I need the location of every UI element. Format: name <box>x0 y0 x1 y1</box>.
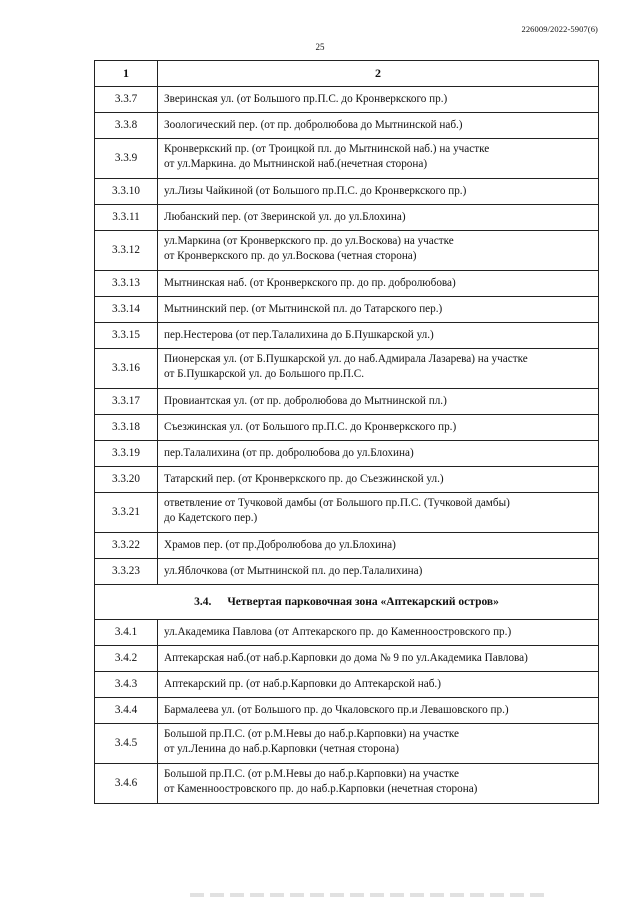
section-title: Четвертая парковочная зона «Аптекарский остров» <box>227 595 499 608</box>
column-header-1: 1 <box>95 61 158 87</box>
row-number: 3.3.12 <box>95 231 158 271</box>
table-row <box>95 698 599 724</box>
table-row <box>95 493 599 533</box>
row-description <box>158 271 599 297</box>
description-line: Татарский пер. (от Кронверкского пр. до Съезжинской ул.) <box>164 473 444 485</box>
table-row <box>95 205 599 231</box>
row-number: 3.4.6 <box>95 764 158 804</box>
row-number: 3.3.7 <box>95 87 158 113</box>
row-description <box>158 724 599 764</box>
description-line: Зоологический пер. (от пр. добролюбова до Мытнинской наб.) <box>164 119 463 131</box>
description-line: ул.Лизы Чайкиной (от Большого пр.П.С. до Кронверкского пр.) <box>164 185 467 197</box>
description-line: Съезжинская ул. (от Большого пр.П.С. до Кронверкского пр.) <box>164 421 457 433</box>
description-line: ул.Академика Павлова (от Аптекарского пр. до Каменноостровского пр.) <box>164 626 512 638</box>
row-number: 3.3.9 <box>95 139 158 179</box>
row-number: 3.3.21 <box>95 493 158 533</box>
description-line: Бармалеева ул. (от Большого пр. до Чкаловского пр.и Левашовского пр.) <box>164 704 509 716</box>
table-row <box>95 389 599 415</box>
row-description <box>158 231 599 271</box>
row-description <box>158 389 599 415</box>
description-line: Зверинская ул. (от Большого пр.П.С. до Кронверкского пр.) <box>164 93 448 105</box>
row-description <box>158 493 599 533</box>
row-number: 3.3.10 <box>95 179 158 205</box>
description-line: пер.Талалихина (от пр. добролюбова до ул.Блохина) <box>164 447 414 459</box>
row-number: 3.4.2 <box>95 646 158 672</box>
table-row <box>95 672 599 698</box>
description-line: Провиантская ул. (от пр. добролюбова до Мытнинской пл.) <box>164 395 447 407</box>
description-line: от ул.Ленина до наб.р.Карповки (четная сторона) <box>164 743 399 755</box>
table-row <box>95 87 599 113</box>
row-number: 3.4.3 <box>95 672 158 698</box>
description-line: Большой пр.П.С. (от р.М.Невы до наб.р.Карповки) на участке <box>164 728 459 740</box>
page-number: 25 <box>315 42 325 52</box>
streets-table <box>94 60 599 804</box>
row-number: 3.3.8 <box>95 113 158 139</box>
table-row <box>95 764 599 804</box>
section-header-row <box>95 585 599 620</box>
description-line: Любанский пер. (от Зверинской ул. до ул.Блохина) <box>164 211 406 223</box>
description-line: Аптекарский пр. (от наб.р.Карповки до Аптекарской наб.) <box>164 678 441 690</box>
description-line: ответвление от Тучковой дамбы (от Большого пр.П.С. (Тучковой дамбы) <box>164 497 510 509</box>
table-row <box>95 271 599 297</box>
row-description <box>158 87 599 113</box>
column-header-2: 2 <box>158 61 599 87</box>
description-line: Пионерская ул. (от Б.Пушкарской ул. до наб.Адмирала Лазарева) на участке <box>164 353 528 365</box>
row-number: 3.3.18 <box>95 415 158 441</box>
table-row <box>95 467 599 493</box>
description-line: Большой пр.П.С. (от р.М.Невы до наб.р.Карповки) на участке <box>164 768 459 780</box>
row-description <box>158 415 599 441</box>
row-description <box>158 646 599 672</box>
section-number: 3.4. <box>194 595 212 608</box>
description-line: Мытнинский пер. (от Мытнинской пл. до Татарского пер.) <box>164 303 443 315</box>
table-row <box>95 323 599 349</box>
row-number: 3.3.15 <box>95 323 158 349</box>
row-number: 3.3.22 <box>95 533 158 559</box>
description-line: пер.Нестерова (от пер.Талалихина до Б.Пушкарской ул.) <box>164 329 434 341</box>
table-row <box>95 179 599 205</box>
description-line: ул.Маркина (от Кронверкского пр. до ул.Воскова) на участке <box>164 235 454 247</box>
table-row <box>95 441 599 467</box>
table-header-row <box>95 61 599 87</box>
row-number: 3.3.13 <box>95 271 158 297</box>
row-number: 3.3.17 <box>95 389 158 415</box>
row-description <box>158 698 599 724</box>
row-description <box>158 672 599 698</box>
description-line: Аптекарская наб.(от наб.р.Карповки до дома № 9 по ул.Академика Павлова) <box>164 652 528 664</box>
description-line: ул.Яблочкова (от Мытнинской пл. до пер.Талалихина) <box>164 565 423 577</box>
row-description <box>158 620 599 646</box>
row-number: 3.4.4 <box>95 698 158 724</box>
table-row <box>95 139 599 179</box>
row-description <box>158 349 599 389</box>
table-row <box>95 415 599 441</box>
row-description <box>158 205 599 231</box>
row-description <box>158 441 599 467</box>
row-description <box>158 764 599 804</box>
row-description <box>158 179 599 205</box>
row-number: 3.3.16 <box>95 349 158 389</box>
table-row <box>95 646 599 672</box>
description-line: от Каменноостровского пр. до наб.р.Карповки (нечетная сторона) <box>164 783 478 795</box>
section-header <box>95 585 599 620</box>
row-number: 3.3.20 <box>95 467 158 493</box>
row-description <box>158 467 599 493</box>
table-row <box>95 297 599 323</box>
description-line: Мытнинская наб. (от Кронверкского пр. до пр. добролюбова) <box>164 277 456 289</box>
row-description <box>158 139 599 179</box>
table-row <box>95 559 599 585</box>
table-row <box>95 349 599 389</box>
row-description <box>158 559 599 585</box>
row-number: 3.4.1 <box>95 620 158 646</box>
description-line: от Б.Пушкарской ул. до Большого пр.П.С. <box>164 368 365 380</box>
table-body <box>95 61 599 804</box>
description-line: Храмов пер. (от пр.Добролюбова до ул.Блохина) <box>164 539 396 551</box>
footer-scan-artifact <box>190 893 550 897</box>
row-number: 3.4.5 <box>95 724 158 764</box>
row-description <box>158 533 599 559</box>
description-line: до Кадетского пер.) <box>164 512 258 524</box>
row-number: 3.3.23 <box>95 559 158 585</box>
description-line: Кронверкский пр. (от Троицкой пл. до Мытнинской наб.) на участке <box>164 143 490 155</box>
table-row <box>95 724 599 764</box>
row-number: 3.3.19 <box>95 441 158 467</box>
row-number: 3.3.14 <box>95 297 158 323</box>
description-line: от ул.Маркина. до Мытнинской наб.(нечетная сторона) <box>164 158 428 170</box>
row-number: 3.3.11 <box>95 205 158 231</box>
row-description <box>158 323 599 349</box>
document-number: 226009/2022-5907(6) <box>521 24 598 34</box>
table-row <box>95 533 599 559</box>
table-row <box>95 620 599 646</box>
row-description <box>158 113 599 139</box>
table-row <box>95 113 599 139</box>
description-line: от Кронверкского пр. до ул.Воскова (четная сторона) <box>164 250 417 262</box>
table-row <box>95 231 599 271</box>
row-description <box>158 297 599 323</box>
